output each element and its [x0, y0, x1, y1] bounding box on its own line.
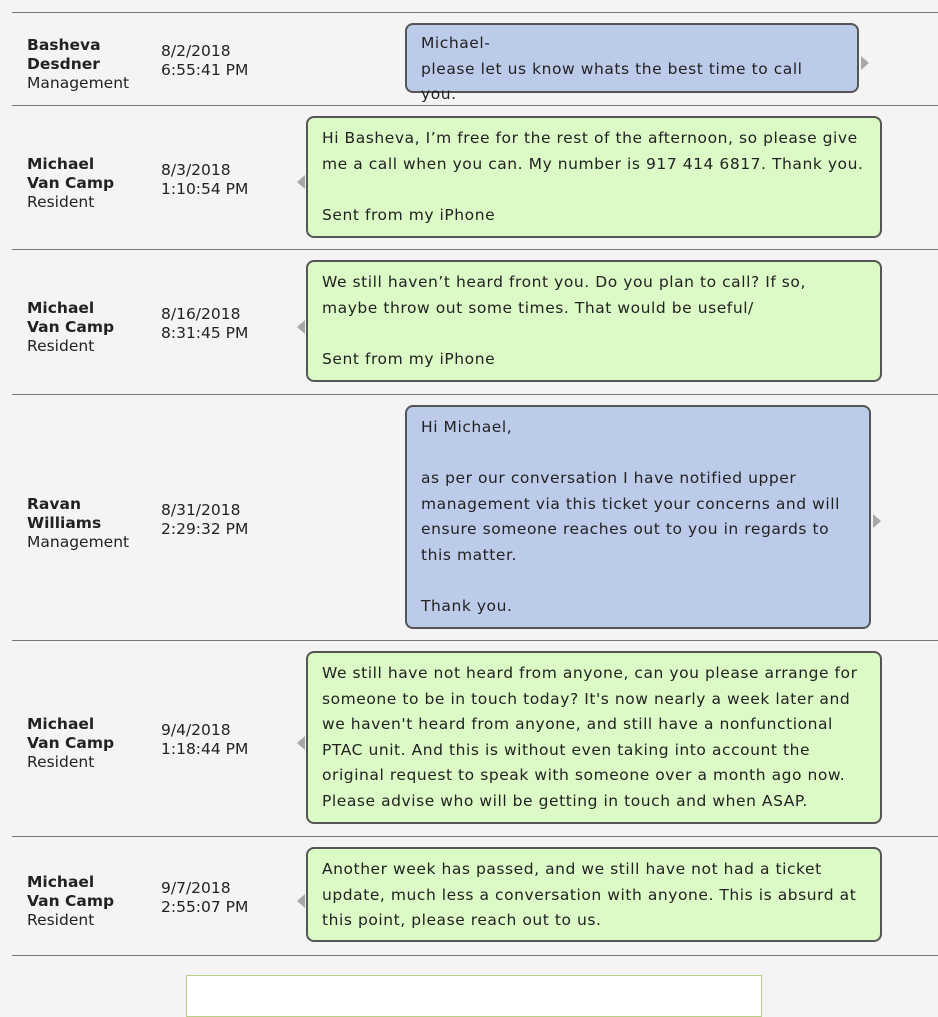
message-timestamp — [161, 161, 281, 199]
author-name-last: Van Camp — [27, 174, 115, 192]
message-time: 1:10:54 PM — [161, 180, 249, 198]
author-name-first: Ravan — [27, 495, 81, 513]
message-timestamp — [161, 721, 281, 759]
author-name-first: Michael — [27, 299, 95, 317]
message-author — [27, 495, 147, 552]
author-role: Management — [27, 533, 130, 551]
bubble-pointer-left — [297, 175, 305, 189]
author-name-first: Basheva — [27, 36, 101, 54]
author-name-last: Van Camp — [27, 892, 115, 910]
author-role: Resident — [27, 911, 95, 929]
author-role: Resident — [27, 753, 95, 771]
message-bubble-resident: Hi Basheva, I’m free for the rest of the afternoon, so please give me a call when you can. My number is 917 414 6817. Thank you. Sent from my iPhone — [306, 116, 882, 238]
message-time: 2:55:07 PM — [161, 898, 249, 916]
bubble-pointer-right — [861, 56, 869, 70]
author-name-last: Williams — [27, 514, 102, 532]
message-time: 6:55:41 PM — [161, 61, 249, 79]
message-date: 8/3/2018 — [161, 161, 231, 179]
message-author — [27, 715, 147, 772]
message-author — [27, 873, 147, 930]
author-name-first: Michael — [27, 715, 95, 733]
message-time: 2:29:32 PM — [161, 520, 249, 538]
message-date: 9/7/2018 — [161, 879, 231, 897]
bubble-pointer-left — [297, 320, 305, 334]
thread-divider — [12, 955, 938, 956]
message-timestamp — [161, 501, 281, 539]
author-name-last: Van Camp — [27, 734, 115, 752]
author-name-first: Michael — [27, 155, 95, 173]
author-name-last: Van Camp — [27, 318, 115, 336]
message-date: 8/2/2018 — [161, 42, 231, 60]
author-role: Resident — [27, 193, 95, 211]
message-row — [12, 394, 938, 641]
bubble-pointer-right — [873, 514, 881, 528]
message-bubble-resident: Another week has passed, and we still have not had a ticket update, much less a conversation with anyone. This is absurd at this point, please reach out to us. — [306, 847, 882, 942]
message-date: 8/16/2018 — [161, 305, 241, 323]
message-date: 8/31/2018 — [161, 501, 241, 519]
message-time: 1:18:44 PM — [161, 740, 249, 758]
author-role: Management — [27, 74, 130, 92]
message-author — [27, 299, 147, 356]
message-timestamp — [161, 42, 281, 80]
bubble-pointer-left — [297, 736, 305, 750]
message-row — [12, 12, 938, 106]
message-bubble-management: Hi Michael, as per our conversation I have notified upper management via this ticket your concerns and will ensure someone reaches out to you in regards to this matter. Thank you. — [405, 405, 871, 629]
author-role: Resident — [27, 337, 95, 355]
bubble-pointer-left — [297, 894, 305, 908]
message-author — [27, 155, 147, 212]
reply-input[interactable] — [186, 975, 762, 1017]
message-row — [12, 836, 938, 956]
message-row — [12, 249, 938, 395]
message-timestamp — [161, 305, 281, 343]
message-timestamp — [161, 879, 281, 917]
message-date: 9/4/2018 — [161, 721, 231, 739]
message-author — [27, 36, 147, 93]
message-row — [12, 105, 938, 250]
message-bubble-resident: We still have not heard from anyone, can you please arrange for someone to be in touch today? It's now nearly a week later and we haven't heard from anyone, and still have a nonfunctional PTAC unit. And this is without even taking into account the original request to speak with someone over a month ago now. Please advise who will be getting in touch and when ASAP. — [306, 651, 882, 824]
message-bubble-resident: We still haven’t heard front you. Do you plan to call? If so, maybe throw out some times. That would be useful/ Sent from my iPhone — [306, 260, 882, 382]
author-name-last: Desdner — [27, 55, 100, 73]
author-name-first: Michael — [27, 873, 95, 891]
message-row — [12, 640, 938, 837]
message-time: 8:31:45 PM — [161, 324, 249, 342]
message-bubble-management: Michael- please let us know whats the best time to call you. — [405, 23, 859, 93]
